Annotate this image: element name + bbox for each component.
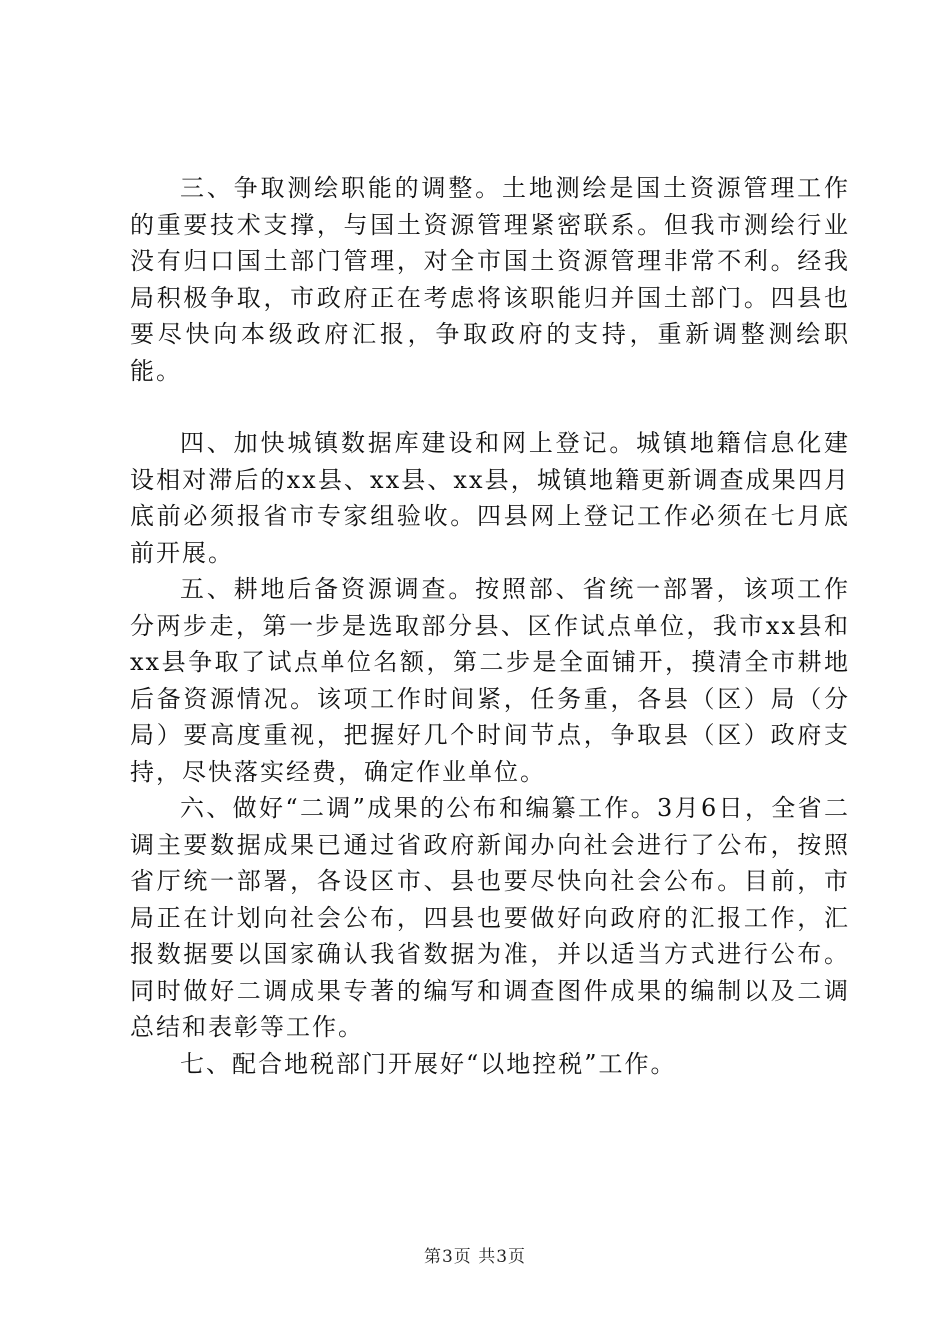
document-body — [130, 170, 850, 1082]
page-number-footer: 第3页 共3页 — [423, 1247, 527, 1267]
paragraph-urban-database: 四、加快城镇数据库建设和网上登记。城镇地籍信息化建设相对滞后的xx县、xx县、xx县，城镇地籍更新调查成果四月底前必须报省市专家组验收。四县网上登记工作必须在七月底前开展。 — [130, 429, 850, 567]
paragraph-farmland-reserve: 五、耕地后备资源调查。按照部、省统一部署，该项工作分两步走，第一步是选取部分县、区作试点单位，我市xx县和xx县争取了试点单位名额，第二步是全面铺开，摸清全市耕地后备资源情况。该项工作时间紧，任务重，各县（区）局（分局）要高度重视，把握好几个时间节点，争取县（区）政府支持，尽快落实经费，确定作业单位。 — [130, 575, 850, 786]
paragraph-survey-results: 六、做好“二调”成果的公布和编纂工作。3月6日，全省二调主要数据成果已通过省政府新闻办向社会进行了公布，按照省厅统一部署，各设区市、县也要尽快向社会公布。目前，市局正在计划向社会公布，四县也要做好向政府的汇报工作，汇报数据要以国家确认我省数据为准，并以适当方式进行公布。同时做好二调成果专著的编写和调查图件成果的编制以及二调总结和表彰等工作。 — [130, 794, 850, 1041]
paragraph-surveying-function: 三、争取测绘职能的调整。土地测绘是国土资源管理工作的重要技术支撑，与国土资源管理紧密联系。但我市测绘行业没有归口国土部门管理，对全市国土资源管理非常不利。经我局积极争取，市政府正在考虑将该职能归并国土部门。四县也要尽快向本级政府汇报，争取政府的支持，重新调整测绘职能。 — [130, 174, 850, 385]
paragraph-land-tax: 七、配合地税部门开展好“以地控税”工作。 — [180, 1049, 677, 1078]
